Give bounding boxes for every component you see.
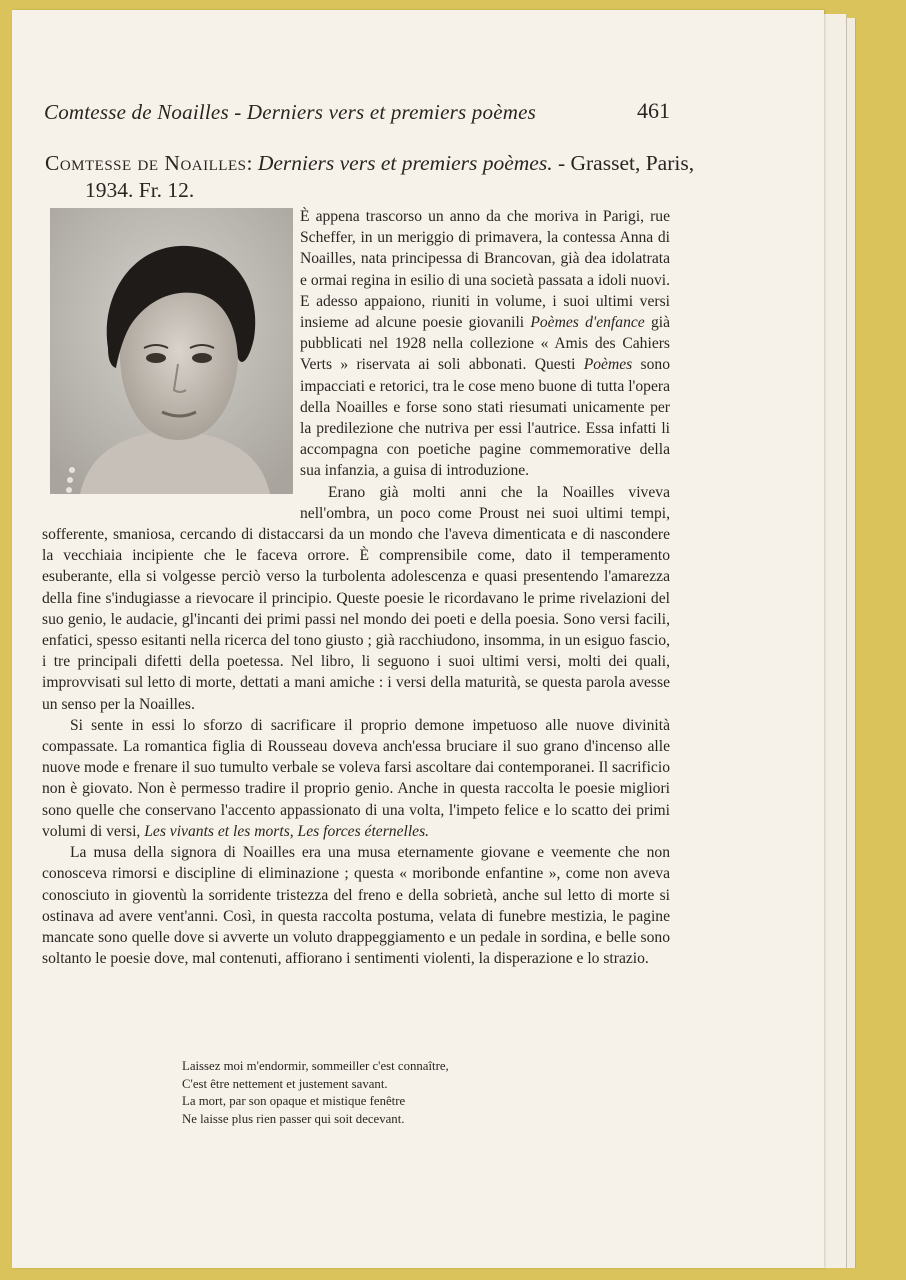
- verse-quotation: [182, 1058, 602, 1128]
- entry-colon: :: [246, 151, 253, 175]
- paragraph-4: La musa della signora di Noailles era una musa eternamente giovane e veemente che non conosceva rimorsi e discipline di eliminazione ; questa « moribonde enfantine », come non aveva conosciuto in gioventù la sorridente tristezza del freno e della sobrietà, anche sul letto di morte si ostinava ad avere vent'anni. Così, in questa raccolta postuma, velata di funebre mestizia, le pagine mancate sono quelle dove si avverte un voluto drappeggiamento e un pedale in sordina, e belle sono soltanto le poesie dove, mal contenuti, affiorano i sentimenti violenti, la disperazione e lo strazio.: [42, 844, 670, 968]
- entry-title: Derniers vers et premiers poèmes.: [257, 151, 553, 175]
- entry-author: Comtesse de Noailles: [45, 151, 247, 175]
- paragraph-3-italic-titles: Les vivants et les morts, Les forces éternelles.: [144, 822, 430, 840]
- verse-line: La mort, par son opaque et mistique fenêtre: [182, 1094, 406, 1108]
- paragraph-3-text: Si sente in essi lo sforzo di sacrificare il proprio demone impetuoso alle nuove divinità compassate. La romantica figlia di Rousseau doveva anch'essa bruciare il suo grano d'incenso alle nuove mode e frenare il suo tumulto verbale se voleva farsi ascoltare dai contemporanei. Il sacrificio non è giovato. Non è permesso tradire il proprio genio. Anche in questa raccolta le poesie migliori sono quelle che conservano l'accento appassionato di una volta, l'impeto felice e lo scatto dei primi volumi di versi,: [42, 716, 670, 840]
- verse-line: Ne laisse plus rien passer qui soit decevant.: [182, 1111, 405, 1126]
- paragraph-3: [42, 715, 670, 842]
- paragraph-2: Erano già molti anni che la Noailles viveva nell'ombra, un poco come Proust nei suoi ultimi tempi, sofferente, smaniosa, cercando di distaccarsi da un mondo che l'aveva dimenticata e di nascondere la vecchiaia incipiente che le faceva orrore. È comprensibile come, dato il temperamento esuberante, ella si volgesse perciò verso la turbolenta adolescenza e quasi presentendo l'amarezza della fine s'indugiasse a rievocare il principio. Queste poesie le ricordavano le prime rivelazioni del suo genio, le audacie, gl'incanti dei primi passi nel mondo dei poeti e della poesia. Sono versi facili, enfatici, spesso esitanti nella ricerca del tono giusto ; già racchiudono, insomma, in un esiguo fascio, i tre principali difetti della poetessa. Nel libro, li seguono i suoi ultimi versi, molti dei quali, improvvisati sul letto di morte, dettati a mani amiche : i versi della maturità, se questa parola avesse un senso per la Noailles.: [42, 483, 670, 713]
- verse-line: Laissez moi m'endormir, sommeiller c'est connaître,: [182, 1059, 449, 1073]
- paragraph-1-text-c: sono impacciati e retorici, tra le cose meno buone di tutta l'opera della Noailles e forse sono stati riesumati unicamente per la predilezione che nutriva per essi l'autrice. Essa infatti li accompagna con poetiche pagine commemorative della sua infanzia, a guisa di introduzione.: [300, 356, 670, 480]
- photo-float-space: [42, 206, 300, 504]
- running-head: Comtesse de Noailles - Derniers vers et premiers poèmes: [44, 100, 536, 124]
- entry-heading: [45, 150, 715, 204]
- book-page: [12, 10, 824, 1268]
- paragraph-1-text-a: È appena trascorso un anno da che moriva in Parigi, rue Scheffer, in un meriggio di primavera, la contessa Anna di Noailles, nata principessa di Brancovan, già dea idolatrata e ormai regina in esilio di una società passata a idoli nuovi. E adesso appaiono, riuniti in volume, i suoi ultimi versi insieme ad alcune poesie giovanili: [300, 208, 670, 332]
- paragraph-1-italic-word: Poèmes: [583, 356, 633, 374]
- paragraph-1-text-b: già pubblicati nel 1928 nella collezione « Amis des Cahiers Verts » riservata ai soli abbonati. Questi: [300, 314, 671, 374]
- article-body: [42, 206, 670, 969]
- paragraph-1-italic-title: Poèmes d'enfance: [530, 314, 645, 332]
- verse-line: C'est être nettement et justement savant.: [182, 1076, 388, 1091]
- page-number: 461: [637, 98, 670, 123]
- entry-publisher: - Grasset, Paris, 1934. Fr. 12.: [85, 151, 695, 202]
